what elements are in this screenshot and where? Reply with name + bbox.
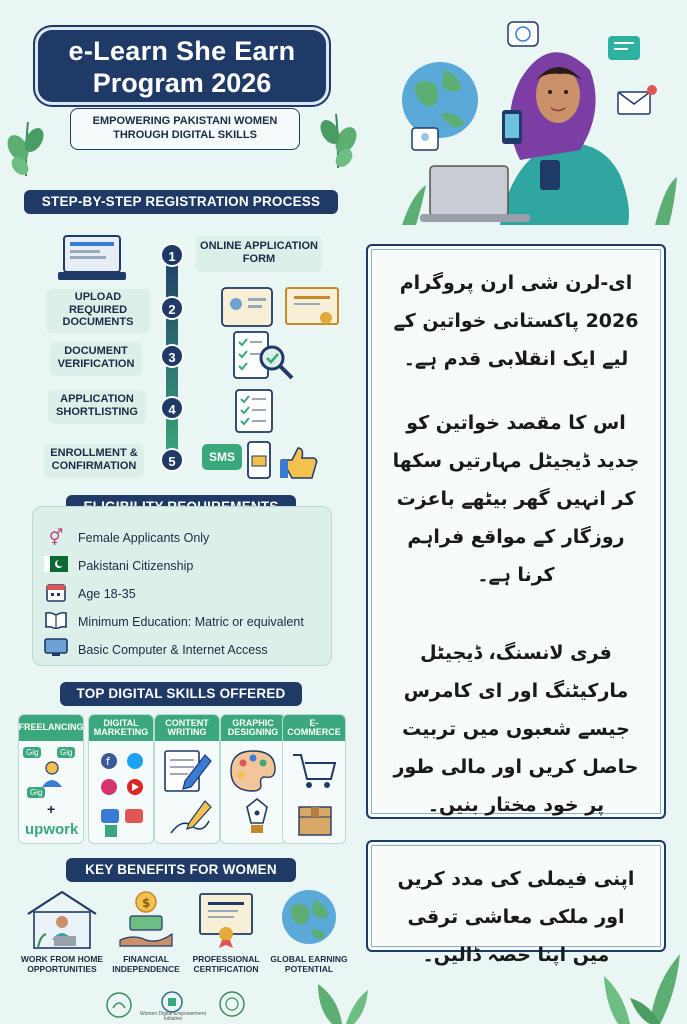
urdu-call-to-action-box (366, 840, 666, 966)
urdu-paragraph-3: فری لانسنگ، ڈیجیٹل مارکیٹنگ اور ای کامرس جیسے شعبوں میں تربیت حاصل کریں اور مالی طور پر خود مختار بنیں۔ (393, 642, 639, 816)
cart-and-box-icon (289, 747, 341, 841)
step-5-number: 5 (160, 448, 184, 472)
step-1-label: ONLINE APPLICATION FORM (196, 236, 322, 272)
social-media-icons (95, 749, 149, 839)
laptop-icon (56, 234, 128, 284)
eligibility-item (42, 524, 209, 552)
skill-label: FREELANCING (19, 715, 83, 741)
benefit-label: FINANCIAL INDEPENDENCE (112, 954, 180, 975)
eligibility-item (42, 636, 268, 664)
gig-badge: Gig (23, 747, 41, 758)
palette-and-pen-tool-icon (227, 747, 281, 841)
benefit-label: PROFESSIONAL CERTIFICATION (192, 954, 260, 975)
step-1-number: 1 (160, 243, 184, 267)
svg-text:f: f (106, 755, 110, 768)
step-3-label: DOCUMENT VERIFICATION (50, 342, 142, 376)
benefit-label: WORK FROM HOME OPPORTUNITIES (20, 954, 104, 975)
title-line-2: Program 2026 (92, 68, 272, 98)
globe-icon (280, 888, 338, 948)
step-4-number: 4 (160, 396, 184, 420)
benefits-heading: KEY BENEFITS FOR WOMEN (66, 858, 296, 882)
leaf-decoration-icon (600, 950, 687, 1024)
svg-text:$: $ (142, 896, 151, 910)
eligibility-text: Minimum Education: Matric or equivalent (78, 615, 304, 629)
skill-label: GRAPHIC DESIGNING (221, 715, 285, 741)
leaf-decoration-icon (318, 110, 358, 170)
skill-label: E-COMMERCE (283, 715, 345, 741)
verification-checklist-icon (230, 328, 296, 384)
eligibility-text: Female Applicants Only (78, 531, 210, 545)
eligibility-text: Pakistani Citizenship (78, 559, 194, 573)
step-4-label: APPLICATION SHORTLISTING (48, 390, 146, 424)
book-icon (42, 611, 70, 634)
skill-label: DIGITAL MARKETING (89, 715, 153, 741)
work-from-home-icon (24, 888, 100, 950)
urdu-description-box (366, 244, 666, 819)
leaf-decoration-icon (6, 118, 46, 178)
skills-heading: TOP DIGITAL SKILLS OFFERED (60, 682, 302, 706)
upwork-logo: upwork (25, 821, 79, 838)
skill-label: CONTENT WRITING (155, 715, 219, 741)
ministry-seal-logo (218, 990, 246, 1018)
skill-card-e-commerce (282, 714, 346, 844)
gig-badge: Gig (57, 747, 75, 758)
government-emblem-logo (104, 990, 134, 1020)
gig-badge: Gig (27, 787, 45, 798)
urdu-paragraph-1: ای-لرن شی ارن پروگرام 2026 پاکستانی خواتین کے لیے ایک انقلابی قدم ہے۔ (393, 272, 639, 370)
step-2-label: UPLOAD REQUIRED DOCUMENTS (46, 289, 150, 333)
urdu-paragraph-2: اس کا مقصد خواتین کو جدید ڈیجیٹل مہارتیں سکھا کر انہیں گھر بیٹھے باعزت روزگار کے مواقع فراہم کرنا ہے۔ (392, 412, 640, 586)
title-line-1: e-Learn She Earn (68, 36, 296, 66)
gender-icon: ⚥ (48, 530, 64, 547)
leaf-decoration-icon (312, 980, 372, 1024)
document-and-pen-icon (161, 747, 215, 841)
eligibility-text: Age 18-35 (78, 587, 136, 601)
eligibility-item (42, 608, 304, 636)
registration-heading: STEP-BY-STEP REGISTRATION PROCESS (24, 190, 338, 214)
sms-bubble-icon: SMS (202, 444, 242, 470)
step-3-number: 3 (160, 344, 184, 368)
phone-and-thumbs-up-icon (246, 440, 322, 480)
computer-icon (42, 638, 70, 663)
woman-with-laptop-illustration (400, 10, 680, 225)
program-subtitle: EMPOWERING PAKISTANI WOMEN THROUGH DIGITAL SKILLS (70, 108, 300, 150)
benefit-label: GLOBAL EARNING POTENTIAL (270, 954, 348, 975)
plus-icon: + (47, 801, 56, 817)
people-network-icon (37, 759, 67, 789)
eligibility-text: Basic Computer & Internet Access (78, 643, 268, 657)
skill-card-digital-marketing (88, 714, 154, 844)
skill-card-freelancing (18, 714, 84, 844)
calendar-icon (42, 582, 70, 607)
shortlist-document-icon (232, 388, 276, 434)
step-5-label: ENROLLMENT & CONFIRMATION (44, 444, 144, 478)
skill-card-content-writing (154, 714, 220, 844)
pakistan-flag-icon (42, 556, 70, 577)
eligibility-item (42, 580, 136, 608)
eligibility-item (42, 552, 193, 580)
id-card-and-certificate-icon (218, 282, 344, 332)
urdu-call-to-action-text: اپنی فیملی کی مدد کریں اور ملکی معاشی ترقی میں اپنا حصہ ڈالیں۔ (397, 868, 635, 966)
step-2-number: 2 (160, 296, 184, 320)
certificate-icon (196, 888, 256, 950)
logo-caption: Women Digital Empowerment Initiative (139, 1011, 207, 1022)
skill-card-graphic-designing (220, 714, 286, 844)
money-in-hand-icon (118, 890, 174, 950)
program-title (38, 30, 326, 102)
